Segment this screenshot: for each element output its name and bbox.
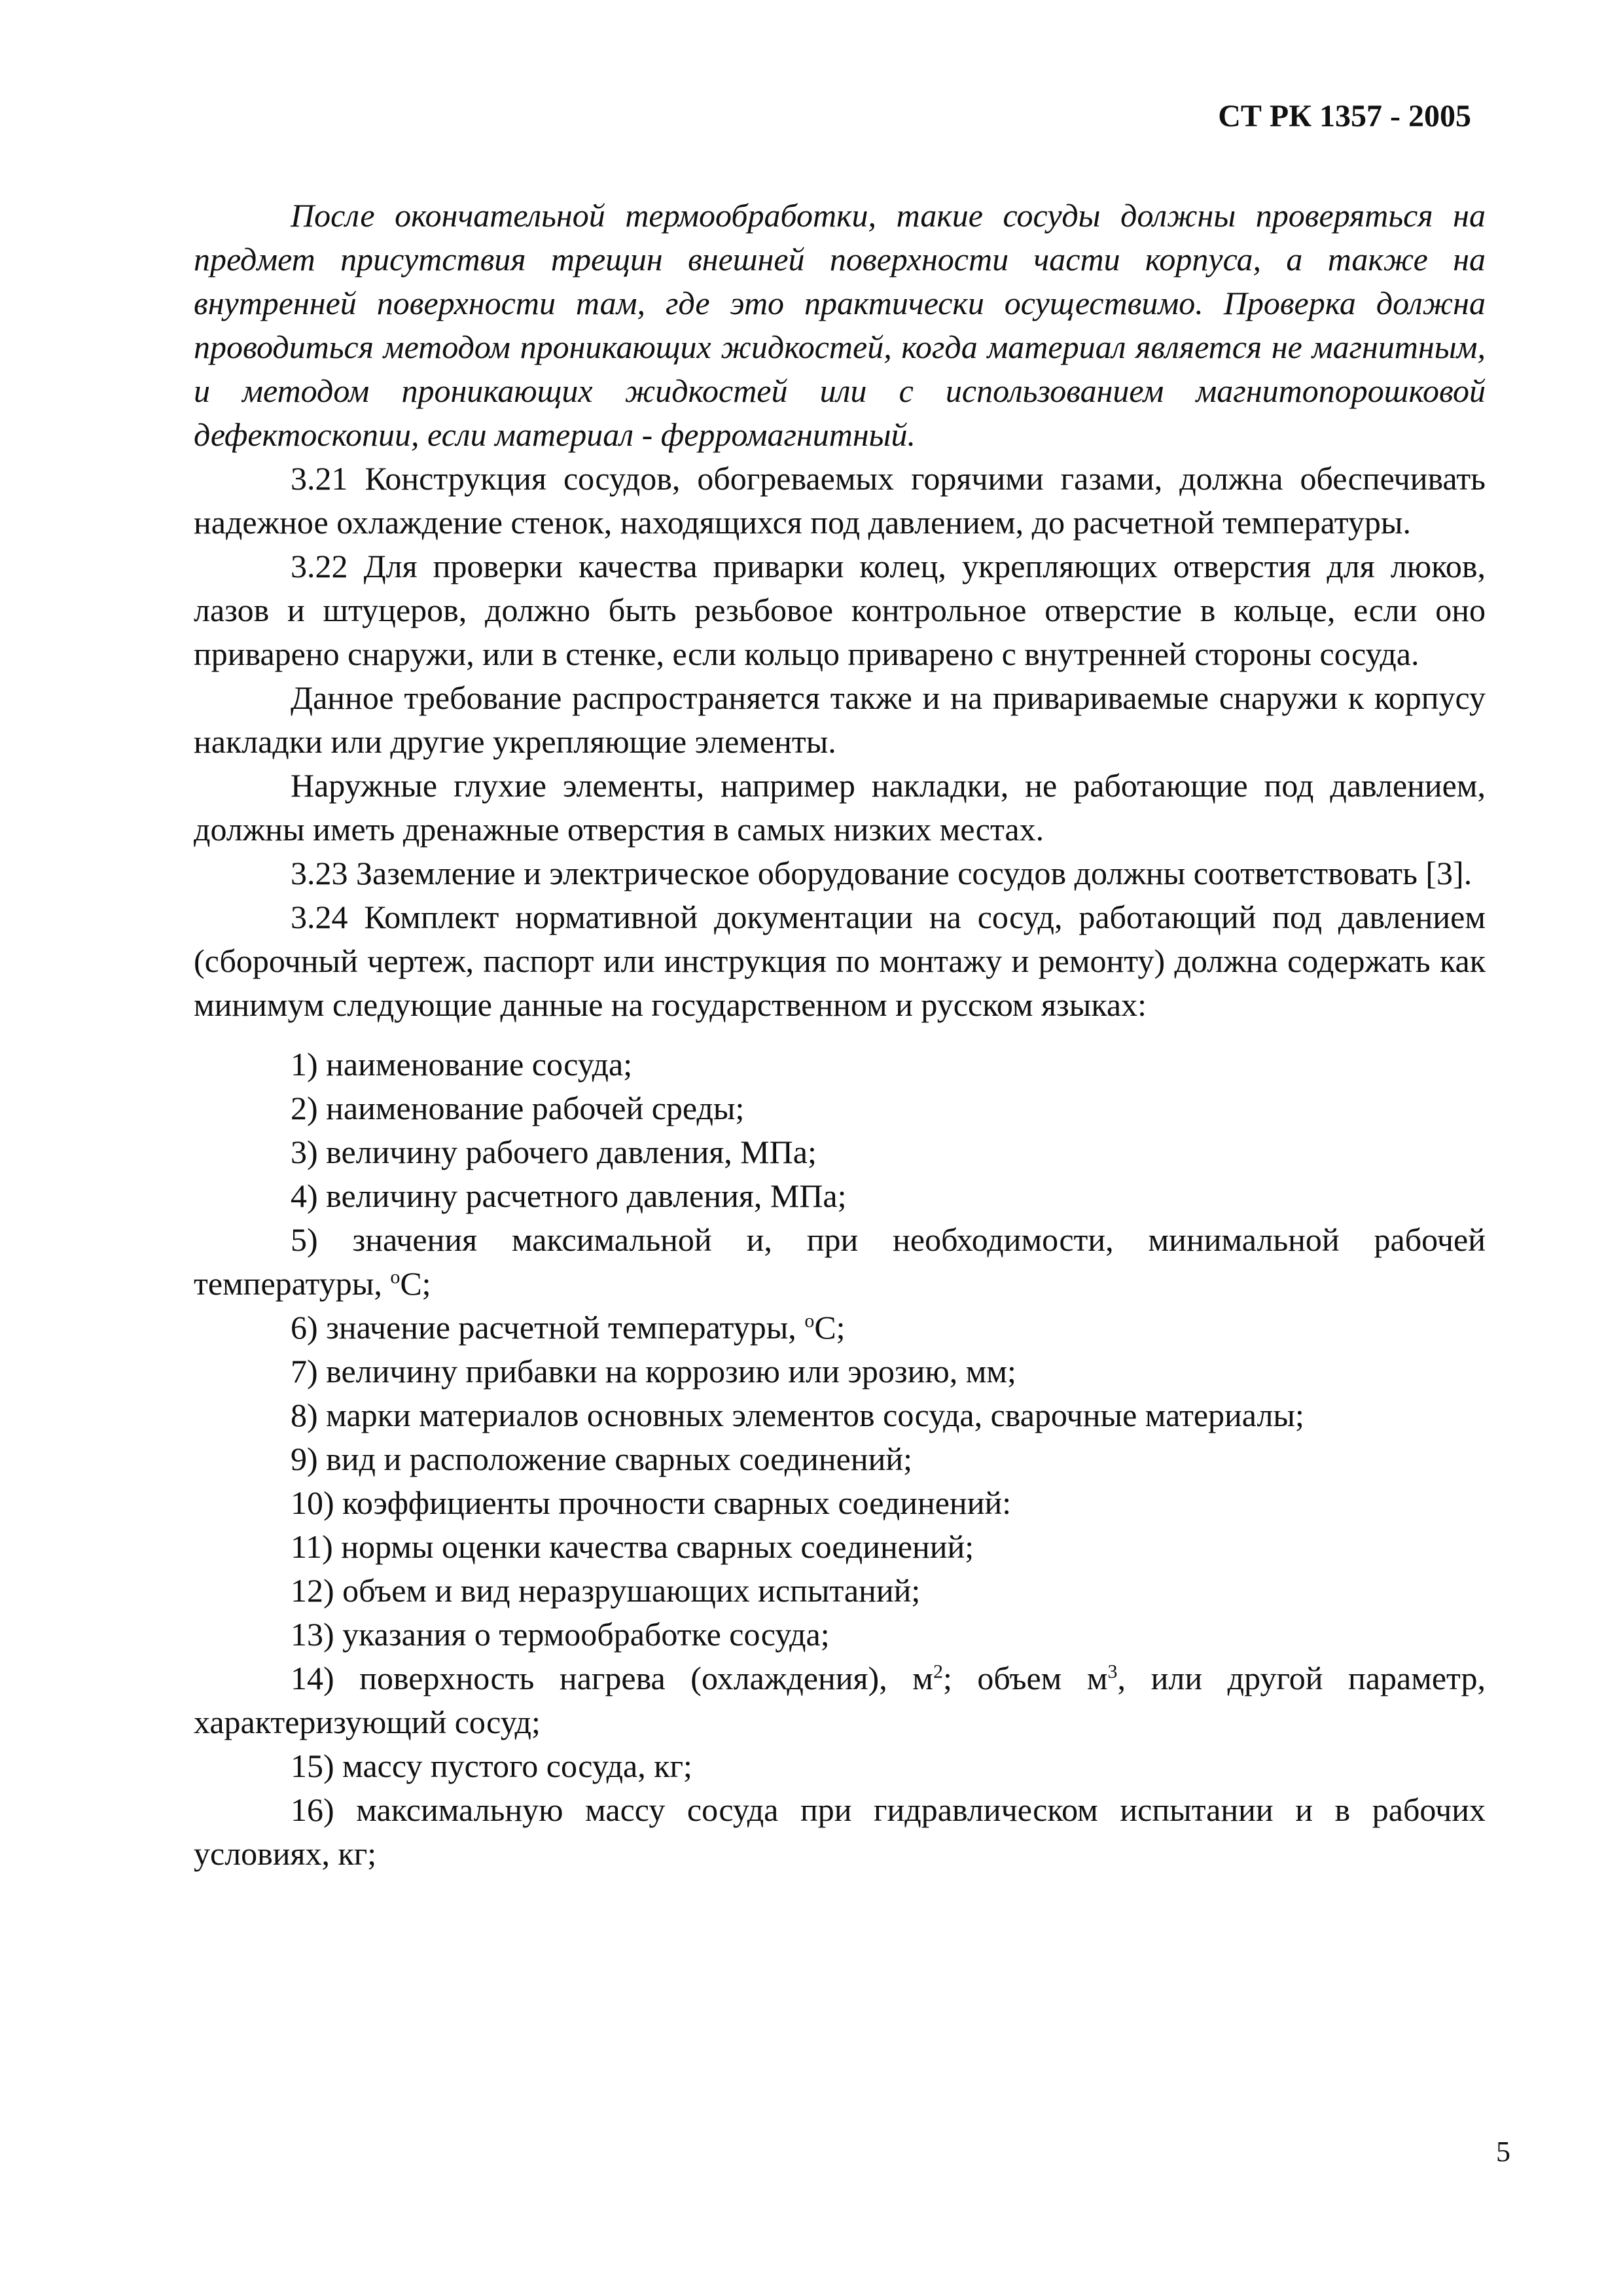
paragraph-requirement: Данное требование распространяется также и на привариваемые снаружи к корпусу накладки или другие укрепляющие элементы.: [194, 679, 1486, 760]
page-body: [194, 194, 1486, 1876]
paragraph-3-22: 3.22 Для проверки качества приварки колец, укрепляющих отверстия для люков, лазов и штуцеров, должно быть резьбовое контрольное отверстие в кольце, если оно приварено снаружи, или в стенке, если кольцо приварено с внутренней стороны сосуда.: [194, 548, 1486, 672]
list-item: 12) объем и вид неразрушающих испытаний;: [291, 1572, 921, 1609]
paragraph-3-21: 3.21 Конструкция сосудов, обогреваемых горячими газами, должна обеспечивать надежное охлаждение стенок, находящихся под давлением, до расчетной температуры.: [194, 460, 1486, 541]
list-item-text: С;: [400, 1265, 431, 1302]
documentation-items-list: [194, 1043, 1486, 1876]
list-item: 7) величину прибавки на коррозию или эрозию, мм;: [291, 1353, 1016, 1390]
list-item: 16) максимальную массу сосуда при гидравлическом испытании и в рабочих условиях, кг;: [194, 1791, 1486, 1872]
paragraph-drainage: Наружные глухие элементы, например накладки, не работающие под давлением, должны иметь дренажные отверстия в самых низких местах.: [194, 767, 1486, 848]
italic-paragraph: После окончательной термообработки, такие сосуды должны проверяться на предмет присутствия трещин внешней поверхности части корпуса, а также на внутренней поверхности там, где это практически осуществимо. Проверка должна проводиться методом проникающих жидкостей, когда материал является не магнитным, и методом проникающих жидкостей или с использованием магнитопорошковой дефектоскопии, если материал - ферромагнитный.: [194, 197, 1486, 453]
superscript-3: 3: [1107, 1660, 1118, 1683]
list-item-text: 5) значения максимальной и, при необходимости, минимальной рабочей температуры,: [194, 1221, 1486, 1302]
paragraph-3-24: 3.24 Комплект нормативной документации на сосуд, работающий под давлением (сборочный чертеж, паспорт или инструкция по монтажу и ремонту) должна содержать как минимум следующие данные на государственном и русском языках:: [194, 899, 1486, 1023]
list-item: 15) массу пустого сосуда, кг;: [291, 1748, 692, 1784]
list-item: 10) коэффициенты прочности сварных соединений:: [291, 1484, 1012, 1521]
list-item-text: 6) значение расчетной температуры,: [291, 1309, 796, 1346]
degree-symbol: о: [390, 1266, 401, 1288]
list-item: 2) наименование рабочей среды;: [291, 1090, 745, 1126]
list-item: 11) нормы оценки качества сварных соединений;: [291, 1528, 974, 1565]
list-item-text: С;: [814, 1309, 846, 1346]
list-item: [194, 1306, 1486, 1350]
page-number: 5: [1496, 2136, 1510, 2168]
list-item: [194, 1218, 1486, 1306]
list-item: [194, 1657, 1486, 1744]
list-item: 9) вид и расположение сварных соединений;: [291, 1441, 913, 1477]
list-item: 3) величину рабочего давления, МПа;: [291, 1134, 817, 1170]
document-code-header: СТ РК 1357 - 2005: [1218, 99, 1471, 134]
list-item: 13) указания о термообработке сосуда;: [291, 1616, 830, 1653]
degree-symbol: о: [804, 1310, 815, 1332]
superscript-2: 2: [933, 1660, 943, 1683]
list-item-text: ; объем м: [942, 1660, 1108, 1696]
list-item: 1) наименование сосуда;: [291, 1046, 633, 1083]
list-spacer: [194, 1027, 1486, 1043]
list-item-text: , или другой параметр, характеризующий сосуд;: [194, 1660, 1486, 1740]
list-item-text: 14) поверхность нагрева (охлаждения), м: [291, 1660, 933, 1696]
paragraph-3-23: 3.23 Заземление и электрическое оборудование сосудов должны соответствовать [3].: [291, 855, 1472, 891]
list-item: 4) величину расчетного давления, МПа;: [291, 1177, 847, 1214]
list-item: 8) марки материалов основных элементов сосуда, сварочные материалы;: [291, 1397, 1304, 1433]
